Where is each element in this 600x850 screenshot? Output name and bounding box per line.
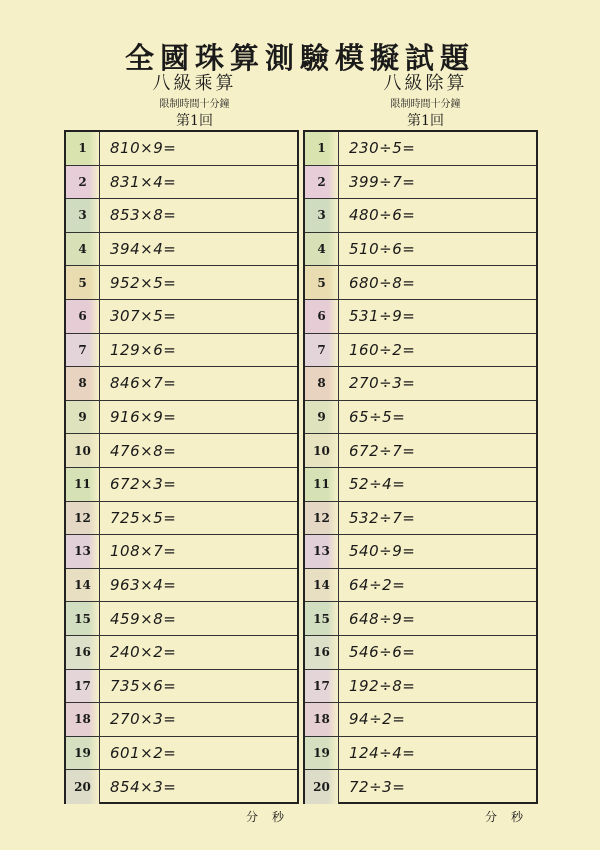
problem-expression: 240×2=: [110, 643, 177, 662]
problem-number: 1: [66, 132, 100, 165]
problem-expression: 952×5=: [110, 273, 177, 292]
division-row: [305, 233, 536, 267]
problem-expression: 531÷9=: [349, 307, 416, 326]
problem-number: 18: [305, 703, 339, 736]
problem-expression: 735×6=: [110, 676, 177, 695]
problem-number: 5: [305, 266, 339, 299]
division-row: [305, 468, 536, 502]
problem-number: 6: [66, 300, 100, 333]
problem-number: 13: [66, 535, 100, 568]
problem-expression: 831×4=: [110, 172, 177, 191]
division-heading: 八級除算: [383, 73, 468, 94]
problem-expression: 853×8=: [110, 206, 177, 225]
division-row: [305, 602, 536, 636]
multiplication-heading: 八級乘算: [152, 73, 237, 94]
problem-number: 12: [305, 502, 339, 535]
multiplication-time-limit: 限制時間十分鐘: [159, 99, 230, 110]
problem-number: 4: [305, 233, 339, 266]
division-row: [305, 502, 536, 536]
problem-expression: 94÷2=: [349, 710, 406, 729]
problem-number: 4: [66, 233, 100, 266]
division-row: [305, 166, 536, 200]
division-row: [305, 535, 536, 569]
problem-expression: 65÷5=: [349, 408, 406, 427]
problem-expression: 601×2=: [110, 743, 177, 762]
division-row: [305, 367, 536, 401]
problem-expression: 270÷3=: [349, 374, 416, 393]
problem-number: 7: [305, 334, 339, 367]
problem-number: 1: [305, 132, 339, 165]
problem-number: 14: [305, 569, 339, 602]
problem-expression: 52÷4=: [349, 475, 406, 494]
multiplication-row: [66, 334, 297, 368]
problem-number: 11: [66, 468, 100, 501]
multiplication-time-footer: 分秒: [246, 810, 299, 824]
problem-number: 17: [305, 670, 339, 703]
multiplication-row: [66, 703, 297, 737]
problem-number: 9: [66, 401, 100, 434]
multiplication-row: [66, 569, 297, 603]
problem-expression: 810×9=: [110, 139, 177, 158]
problem-expression: 399÷7=: [349, 172, 416, 191]
problem-number: 16: [66, 636, 100, 669]
problem-number: 10: [305, 434, 339, 467]
problem-expression: 129×6=: [110, 340, 177, 359]
division-row: [305, 770, 536, 804]
problem-expression: 72÷3=: [349, 778, 406, 797]
problem-expression: 394×4=: [110, 240, 177, 259]
problem-expression: 680÷8=: [349, 273, 416, 292]
problem-expression: 230÷5=: [349, 139, 416, 158]
problem-expression: 476×8=: [110, 441, 177, 460]
multiplication-row: [66, 602, 297, 636]
multiplication-row: [66, 233, 297, 267]
problem-expression: 480÷6=: [349, 206, 416, 225]
problem-number: 2: [66, 166, 100, 199]
division-round: 第1回: [407, 113, 444, 129]
problem-number: 8: [305, 367, 339, 400]
problem-number: 19: [305, 737, 339, 770]
multiplication-problem-table: [64, 130, 299, 804]
problem-expression: 307×5=: [110, 307, 177, 326]
problem-number: 2: [305, 166, 339, 199]
division-row: [305, 434, 536, 468]
problem-expression: 725×5=: [110, 508, 177, 527]
division-row: [305, 703, 536, 737]
problem-number: 5: [66, 266, 100, 299]
problem-number: 10: [66, 434, 100, 467]
multiplication-row: [66, 468, 297, 502]
problem-number: 20: [305, 770, 339, 804]
problem-number: 16: [305, 636, 339, 669]
multiplication-header: [64, 72, 299, 130]
problem-number: 9: [305, 401, 339, 434]
page-title: 全國珠算測驗模擬試題: [124, 41, 475, 75]
problem-number: 6: [305, 300, 339, 333]
problem-expression: 459×8=: [110, 609, 177, 628]
problem-expression: 160÷2=: [349, 340, 416, 359]
multiplication-row: [66, 670, 297, 704]
problem-expression: 546÷6=: [349, 643, 416, 662]
problem-expression: 916×9=: [110, 408, 177, 427]
problem-expression: 124÷4=: [349, 743, 416, 762]
multiplication-row: [66, 502, 297, 536]
problem-number: 15: [66, 602, 100, 635]
problem-expression: 270×3=: [110, 710, 177, 729]
division-row: [305, 569, 536, 603]
division-row: [305, 132, 536, 166]
multiplication-row: [66, 434, 297, 468]
problem-expression: 672×3=: [110, 475, 177, 494]
multiplication-row: [66, 636, 297, 670]
division-row: [305, 401, 536, 435]
division-problem-table: [303, 130, 538, 804]
problem-number: 8: [66, 367, 100, 400]
problem-expression: 510÷6=: [349, 240, 416, 259]
multiplication-row: [66, 770, 297, 804]
problem-expression: 963×4=: [110, 576, 177, 595]
multiplication-row: [66, 300, 297, 334]
problem-expression: 672÷7=: [349, 441, 416, 460]
multiplication-row: [66, 199, 297, 233]
division-time-footer: 分秒: [485, 810, 538, 824]
division-row: [305, 670, 536, 704]
division-row: [305, 266, 536, 300]
problem-number: 19: [66, 737, 100, 770]
multiplication-round: 第1回: [176, 113, 213, 129]
division-row: [305, 636, 536, 670]
problem-number: 17: [66, 670, 100, 703]
multiplication-row: [66, 132, 297, 166]
division-header: [303, 72, 538, 130]
problem-number: 3: [66, 199, 100, 232]
problem-number: 11: [305, 468, 339, 501]
division-row: [305, 300, 536, 334]
multiplication-row: [66, 367, 297, 401]
multiplication-row: [66, 266, 297, 300]
multiplication-row: [66, 535, 297, 569]
problem-expression: 64÷2=: [349, 576, 406, 595]
problem-expression: 648÷9=: [349, 609, 416, 628]
problem-number: 14: [66, 569, 100, 602]
multiplication-row: [66, 166, 297, 200]
problem-number: 3: [305, 199, 339, 232]
problem-expression: 540÷9=: [349, 542, 416, 561]
division-row: [305, 199, 536, 233]
problem-expression: 108×7=: [110, 542, 177, 561]
division-time-limit: 限制時間十分鐘: [390, 99, 461, 110]
problem-number: 18: [66, 703, 100, 736]
problem-expression: 854×3=: [110, 778, 177, 797]
multiplication-row: [66, 401, 297, 435]
division-row: [305, 737, 536, 771]
problem-number: 12: [66, 502, 100, 535]
multiplication-row: [66, 737, 297, 771]
problem-expression: 846×7=: [110, 374, 177, 393]
problem-expression: 192÷8=: [349, 676, 416, 695]
problem-number: 7: [66, 334, 100, 367]
problem-number: 13: [305, 535, 339, 568]
problem-number: 15: [305, 602, 339, 635]
problem-number: 20: [66, 770, 100, 804]
division-row: [305, 334, 536, 368]
problem-expression: 532÷7=: [349, 508, 416, 527]
